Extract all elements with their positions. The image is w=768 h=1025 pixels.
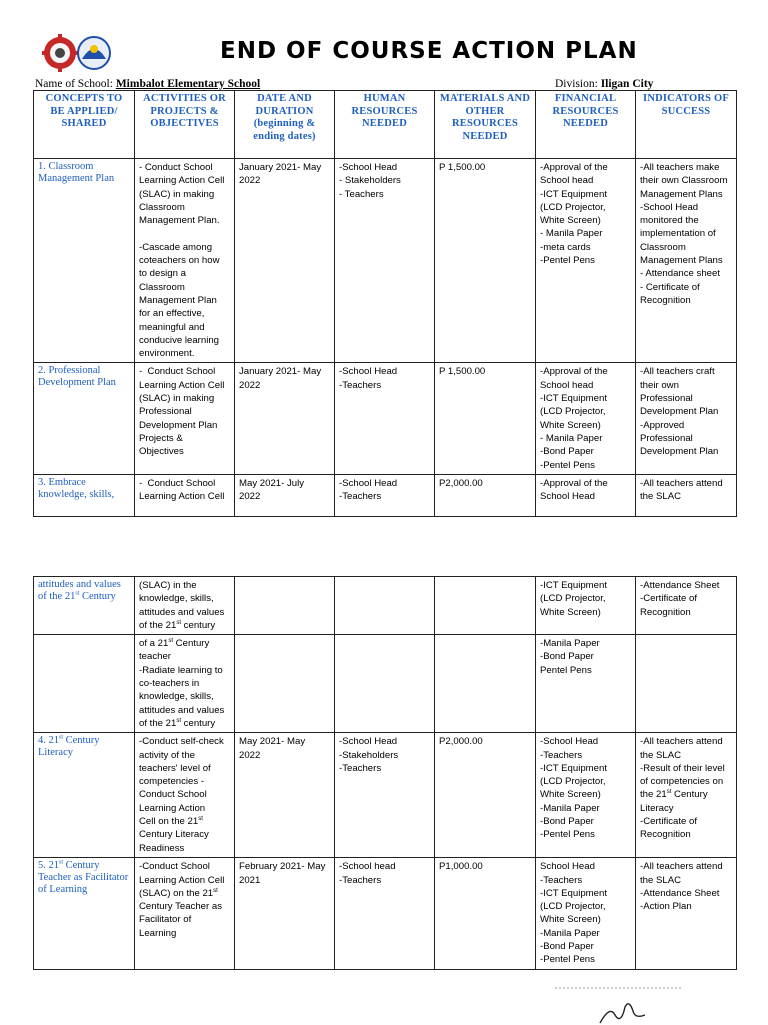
activities-cell bbox=[135, 635, 235, 733]
action-plan-table-top bbox=[33, 90, 737, 517]
cell-line: -Teachers bbox=[339, 874, 382, 886]
cell-line: Recognition bbox=[640, 606, 691, 618]
cell-line: -Bond Paper bbox=[540, 941, 594, 953]
cell-line: (SLAC) in the bbox=[139, 580, 197, 591]
cell-line: -Certificate of bbox=[640, 593, 698, 605]
cell-line: -Attendance Sheet bbox=[640, 580, 720, 591]
human-resources-cell bbox=[335, 363, 435, 474]
materials-cell bbox=[435, 474, 536, 516]
cell-line: the 21st Century bbox=[640, 789, 708, 801]
cell-line: -ICT Equipment bbox=[540, 393, 608, 405]
concept-cell: 3. Embrace knowledge, skills, bbox=[34, 474, 135, 516]
cell-line: -Approved bbox=[640, 419, 685, 431]
cell-line: -Radiate learning to bbox=[139, 664, 223, 676]
cell-line: -All teachers make bbox=[640, 162, 720, 173]
cell-line: -All teachers attend bbox=[640, 736, 723, 748]
human-resources-cell bbox=[335, 733, 435, 858]
cell-line: teacher bbox=[139, 651, 171, 663]
cell-line: -Teachers bbox=[339, 491, 382, 503]
cell-line: School head bbox=[540, 175, 594, 187]
cell-line: Professional bbox=[139, 406, 192, 418]
materials-cell bbox=[435, 858, 536, 970]
cell-line: the SLAC bbox=[640, 749, 682, 761]
column-header: INDICATORS OF SUCCESS bbox=[636, 91, 737, 159]
cell-line: -All teachers attend bbox=[640, 861, 723, 873]
cell-line: -Cascade among bbox=[139, 241, 213, 253]
cell-line: -Manila Paper bbox=[540, 638, 600, 650]
cell-line: monitored the bbox=[640, 215, 699, 227]
cell-line: knowledge, skills, bbox=[139, 593, 214, 605]
cell-line: -Action Plan bbox=[640, 901, 692, 913]
column-header: DATE AND DURATION (beginning & ending dates) bbox=[235, 91, 335, 159]
cell-line: Development Plan bbox=[640, 406, 719, 418]
activities-cell bbox=[135, 733, 235, 858]
cell-line: P1,000.00 bbox=[439, 861, 483, 873]
cell-line: February 2021- May bbox=[239, 861, 326, 873]
cell-line: Learning Action Cell bbox=[139, 175, 225, 187]
cell-line: - Conduct School bbox=[139, 162, 213, 173]
cell-line: Learning Action Cell bbox=[139, 379, 225, 391]
date-cell bbox=[235, 363, 335, 474]
cell-line: - Conduct School bbox=[139, 477, 216, 489]
table-row bbox=[34, 159, 737, 363]
cell-line: White Screen) bbox=[540, 914, 601, 926]
cell-line: (SLAC) in making bbox=[139, 393, 215, 405]
division-name: Iligan City bbox=[600, 78, 654, 90]
date-cell bbox=[235, 733, 335, 858]
indicators-cell bbox=[636, 363, 737, 474]
cell-line: -ICT Equipment bbox=[540, 188, 608, 200]
cell-line: 2022 bbox=[239, 175, 261, 187]
cell-line: Professional bbox=[640, 432, 693, 444]
concept-cell: 2. Professional Development Plan bbox=[34, 363, 135, 474]
cell-line: 2022 bbox=[239, 491, 261, 503]
concept-cell bbox=[34, 635, 135, 733]
cell-line: -School head bbox=[339, 861, 396, 873]
cell-line: attitudes and values bbox=[139, 606, 225, 618]
cell-line: Development Plan bbox=[139, 419, 218, 431]
cell-line: Classroom bbox=[139, 281, 185, 293]
cell-line: for an effective, bbox=[139, 308, 205, 320]
cell-line: Cell on the 21st bbox=[139, 815, 203, 828]
indicators-cell bbox=[636, 474, 737, 516]
table-row bbox=[34, 635, 737, 733]
cell-line: -ICT Equipment bbox=[540, 887, 608, 899]
cell-line: - Teachers bbox=[339, 188, 384, 200]
cell-line: January 2021- May bbox=[239, 162, 322, 173]
financial-cell bbox=[536, 159, 636, 363]
cell-line: -Result of their level bbox=[640, 762, 725, 774]
cell-line: -School Head bbox=[540, 736, 599, 748]
cell-line: of a 21st Century bbox=[139, 638, 210, 650]
activities-cell bbox=[135, 474, 235, 516]
cell-line: -Pentel Pens bbox=[540, 459, 595, 471]
cell-line: to design a bbox=[139, 268, 186, 280]
cell-line: of the 21st century bbox=[139, 717, 216, 729]
cell-line: attitudes and values bbox=[139, 704, 225, 716]
cell-line: Objectives bbox=[139, 446, 184, 458]
cell-line: School Head bbox=[540, 861, 595, 873]
cell-line: -Bond Paper bbox=[540, 816, 594, 828]
cell-line: -All teachers craft bbox=[640, 366, 715, 378]
cell-line: (LCD Projector, bbox=[540, 776, 606, 788]
materials-cell bbox=[435, 159, 536, 363]
cell-line: - Attendance sheet bbox=[640, 268, 721, 280]
cell-line: implementation of bbox=[640, 228, 716, 240]
cell-line: Projects & bbox=[139, 432, 183, 444]
concept-cell: attitudes and values of the 21st Century bbox=[34, 577, 135, 635]
financial-cell bbox=[536, 858, 636, 970]
table-row bbox=[34, 733, 737, 858]
cell-line: (LCD Projector, bbox=[540, 406, 606, 418]
cell-line: the SLAC bbox=[640, 874, 682, 886]
human-resources-cell bbox=[335, 577, 435, 635]
cell-line: -School Head bbox=[339, 366, 398, 378]
cell-line: Learning Action Cell bbox=[139, 491, 225, 503]
school-name: Mimbalot Elementary School bbox=[115, 78, 261, 90]
cell-line: Management Plans bbox=[640, 188, 723, 200]
cell-line: -ICT Equipment bbox=[540, 580, 608, 591]
cell-line: -Approval of the bbox=[540, 477, 608, 489]
cell-line: 2022 bbox=[239, 379, 261, 391]
cell-line: -Approval of the bbox=[540, 366, 608, 378]
column-header: CONCEPTS TO BE APPLIED/ SHARED bbox=[34, 91, 135, 159]
cell-line: (SLAC) in making bbox=[139, 188, 215, 200]
cell-line: Professional bbox=[640, 393, 693, 405]
page-title: END OF COURSE ACTION PLAN bbox=[220, 38, 638, 64]
table-row bbox=[34, 363, 737, 474]
cell-line: White Screen) bbox=[540, 419, 601, 431]
cell-line: the SLAC bbox=[640, 491, 682, 503]
cell-line: Classroom bbox=[139, 201, 185, 213]
cell-line: - Certificate of bbox=[640, 281, 700, 293]
financial-cell bbox=[536, 474, 636, 516]
school-name-line bbox=[35, 78, 260, 90]
deped-seal-icon bbox=[42, 34, 78, 72]
materials-cell bbox=[435, 733, 536, 858]
cell-line: (LCD Projector, bbox=[540, 593, 606, 605]
cell-line: - Stakeholders bbox=[339, 175, 401, 187]
table-row bbox=[34, 474, 737, 516]
cell-line: -Teachers bbox=[339, 379, 382, 391]
cell-line: Classroom bbox=[640, 241, 686, 253]
date-cell bbox=[235, 858, 335, 970]
cell-line: their own bbox=[640, 379, 679, 391]
cell-line: Management Plan. bbox=[139, 215, 220, 227]
cell-line: competencies - bbox=[139, 776, 205, 788]
cell-line: Development Plan bbox=[640, 446, 719, 458]
cell-line: - Manila Paper bbox=[540, 228, 603, 240]
cell-line: May 2021- July bbox=[239, 477, 305, 489]
indicators-cell bbox=[636, 577, 737, 635]
cell-line: -Teachers bbox=[540, 874, 583, 886]
concept-cell: 4. 21st Century Literacy bbox=[34, 733, 135, 858]
cell-line: coteachers on how bbox=[139, 255, 220, 267]
materials-cell bbox=[435, 635, 536, 733]
cell-line: May 2021- May bbox=[239, 736, 306, 748]
cell-line: -Pentel Pens bbox=[540, 255, 595, 267]
cell-line: (LCD Projector, bbox=[540, 201, 606, 213]
signature-mark bbox=[555, 985, 705, 1025]
division-line bbox=[555, 78, 653, 90]
cell-line: activity of the bbox=[139, 749, 195, 761]
indicators-cell bbox=[636, 858, 737, 970]
table-row bbox=[34, 577, 737, 635]
cell-line: meaningful and bbox=[139, 321, 205, 333]
cell-line: -Bond Paper bbox=[540, 446, 594, 458]
cell-line: White Screen) bbox=[540, 606, 601, 618]
cell-line: Pentel Pens bbox=[540, 664, 592, 676]
cell-line: Facilitator of bbox=[139, 914, 192, 926]
cell-line: Readiness bbox=[139, 842, 185, 854]
materials-cell bbox=[435, 363, 536, 474]
cell-line: -School Head bbox=[339, 162, 398, 173]
activities-cell bbox=[135, 577, 235, 635]
cell-line: - Manila Paper bbox=[540, 432, 603, 444]
date-cell bbox=[235, 635, 335, 733]
human-resources-cell bbox=[335, 858, 435, 970]
cell-line: teachers' level of bbox=[139, 762, 211, 774]
cell-line: -School Head bbox=[339, 736, 398, 748]
concept-cell: 5. 21st Century Teacher as Facilitator of Learning bbox=[34, 858, 135, 970]
cell-line: White Screen) bbox=[540, 215, 601, 227]
cell-line bbox=[139, 227, 230, 240]
cell-line: - Conduct School bbox=[139, 366, 216, 378]
cell-line: -Certificate of bbox=[640, 816, 698, 828]
cell-line: Recognition bbox=[640, 294, 691, 306]
column-header: HUMAN RESOURCES NEEDED bbox=[335, 91, 435, 159]
cell-line: their own Classroom bbox=[640, 175, 728, 187]
concept-cell: 1. Classroom Management Plan bbox=[34, 159, 135, 363]
action-plan-table-bottom bbox=[33, 576, 737, 970]
cell-line: -School Head bbox=[339, 477, 398, 489]
cell-line: P 1,500.00 bbox=[439, 162, 486, 173]
date-cell bbox=[235, 577, 335, 635]
date-cell bbox=[235, 474, 335, 516]
division-label: Division: bbox=[555, 78, 598, 90]
activities-cell bbox=[135, 363, 235, 474]
cell-line: -Bond Paper bbox=[540, 651, 594, 663]
cell-line: -Conduct self-check bbox=[139, 736, 224, 748]
financial-cell bbox=[536, 577, 636, 635]
column-header: ACTIVITIES OR PROJECTS & OBJECTIVES bbox=[135, 91, 235, 159]
cell-line: -Teachers bbox=[540, 749, 583, 761]
cell-line: of the 21st century bbox=[139, 619, 216, 631]
cell-line: (LCD Projector, bbox=[540, 901, 606, 913]
cell-line: co-teachers in bbox=[139, 678, 200, 690]
cell-line: Century Teacher as bbox=[139, 901, 223, 913]
cell-line: -Manila Paper bbox=[540, 802, 600, 814]
cell-line: Management Plan bbox=[139, 294, 217, 306]
cell-line: Recognition bbox=[640, 829, 691, 841]
financial-cell bbox=[536, 363, 636, 474]
cell-line: -Pentel Pens bbox=[540, 829, 595, 841]
indicators-cell bbox=[636, 159, 737, 363]
cell-line: Century Literacy bbox=[139, 829, 209, 841]
cell-line: Learning Action Cell bbox=[139, 874, 225, 886]
cell-line: -School Head bbox=[640, 201, 699, 213]
table-header-row bbox=[34, 91, 737, 159]
cell-line: -Stakeholders bbox=[339, 749, 399, 761]
cell-line: P2,000.00 bbox=[439, 477, 483, 489]
financial-cell bbox=[536, 635, 636, 733]
activities-cell bbox=[135, 858, 235, 970]
column-header: FINANCIAL RESOURCES NEEDED bbox=[536, 91, 636, 159]
indicators-cell bbox=[636, 635, 737, 733]
cell-line: -Teachers bbox=[339, 762, 382, 774]
cell-line: -Manila Paper bbox=[540, 927, 600, 939]
cell-line: Literacy bbox=[640, 802, 674, 814]
cell-line: (SLAC) on the 21st bbox=[139, 887, 218, 899]
cell-line: -Attendance Sheet bbox=[640, 887, 720, 899]
human-resources-cell bbox=[335, 474, 435, 516]
human-resources-cell bbox=[335, 635, 435, 733]
cell-line: conducive learning bbox=[139, 334, 220, 346]
activities-cell bbox=[135, 159, 235, 363]
cell-line: Management Plans bbox=[640, 255, 723, 267]
cell-line: White Screen) bbox=[540, 789, 601, 801]
cell-line: P 1,500.00 bbox=[439, 366, 486, 378]
column-header: MATERIALS AND OTHER RESOURCES NEEDED bbox=[435, 91, 536, 159]
cell-line: P2,000.00 bbox=[439, 736, 483, 748]
cell-line: 2021 bbox=[239, 874, 261, 886]
cell-line: environment. bbox=[139, 348, 195, 360]
human-resources-cell bbox=[335, 159, 435, 363]
table-row bbox=[34, 858, 737, 970]
cell-line: School head bbox=[540, 379, 594, 391]
cell-line: -Conduct School bbox=[139, 861, 210, 873]
school-label: Name of School: bbox=[35, 78, 113, 90]
cell-line: Learning bbox=[139, 927, 177, 939]
cell-line: knowledge, skills, bbox=[139, 691, 214, 703]
date-cell bbox=[235, 159, 335, 363]
financial-cell bbox=[536, 733, 636, 858]
cell-line: -Pentel Pens bbox=[540, 954, 595, 966]
cell-line: School Head bbox=[540, 491, 595, 503]
division-seal-icon bbox=[78, 37, 110, 69]
cell-line: -ICT Equipment bbox=[540, 762, 608, 774]
school-logos bbox=[42, 33, 112, 73]
cell-line: -All teachers attend bbox=[640, 477, 723, 489]
cell-line: Learning Action bbox=[139, 802, 206, 814]
indicators-cell bbox=[636, 733, 737, 858]
cell-line: of competencies on bbox=[640, 776, 724, 788]
cell-line: -meta cards bbox=[540, 241, 591, 253]
cell-line: -Approval of the bbox=[540, 162, 608, 173]
cell-line: January 2021- May bbox=[239, 366, 322, 378]
materials-cell bbox=[435, 577, 536, 635]
cell-line: 2022 bbox=[239, 749, 261, 761]
cell-line: Conduct School bbox=[139, 789, 207, 801]
